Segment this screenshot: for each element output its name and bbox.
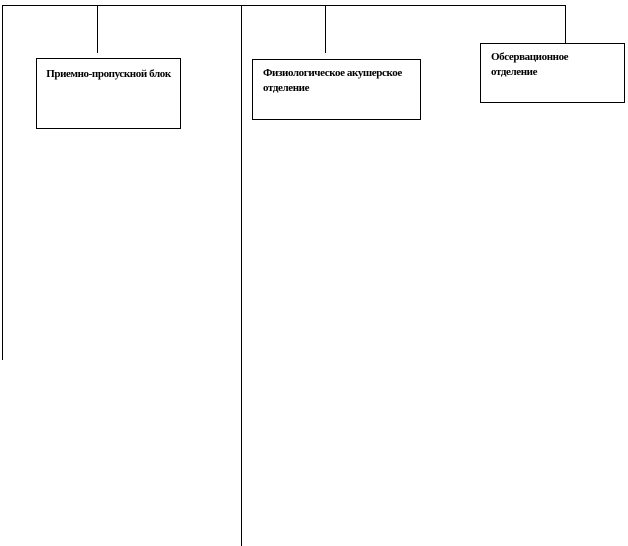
physiological-obstetric-department-label: Физиологическое акушерское отделение — [263, 67, 402, 94]
reception-block-node — [36, 58, 181, 129]
observation-department-label: Обсервационное отделение — [491, 51, 569, 78]
observation-department-node — [480, 43, 625, 103]
reception-block-label: Приемно-пропускной блок — [46, 68, 171, 80]
physiological-obstetric-department-node — [252, 59, 421, 120]
